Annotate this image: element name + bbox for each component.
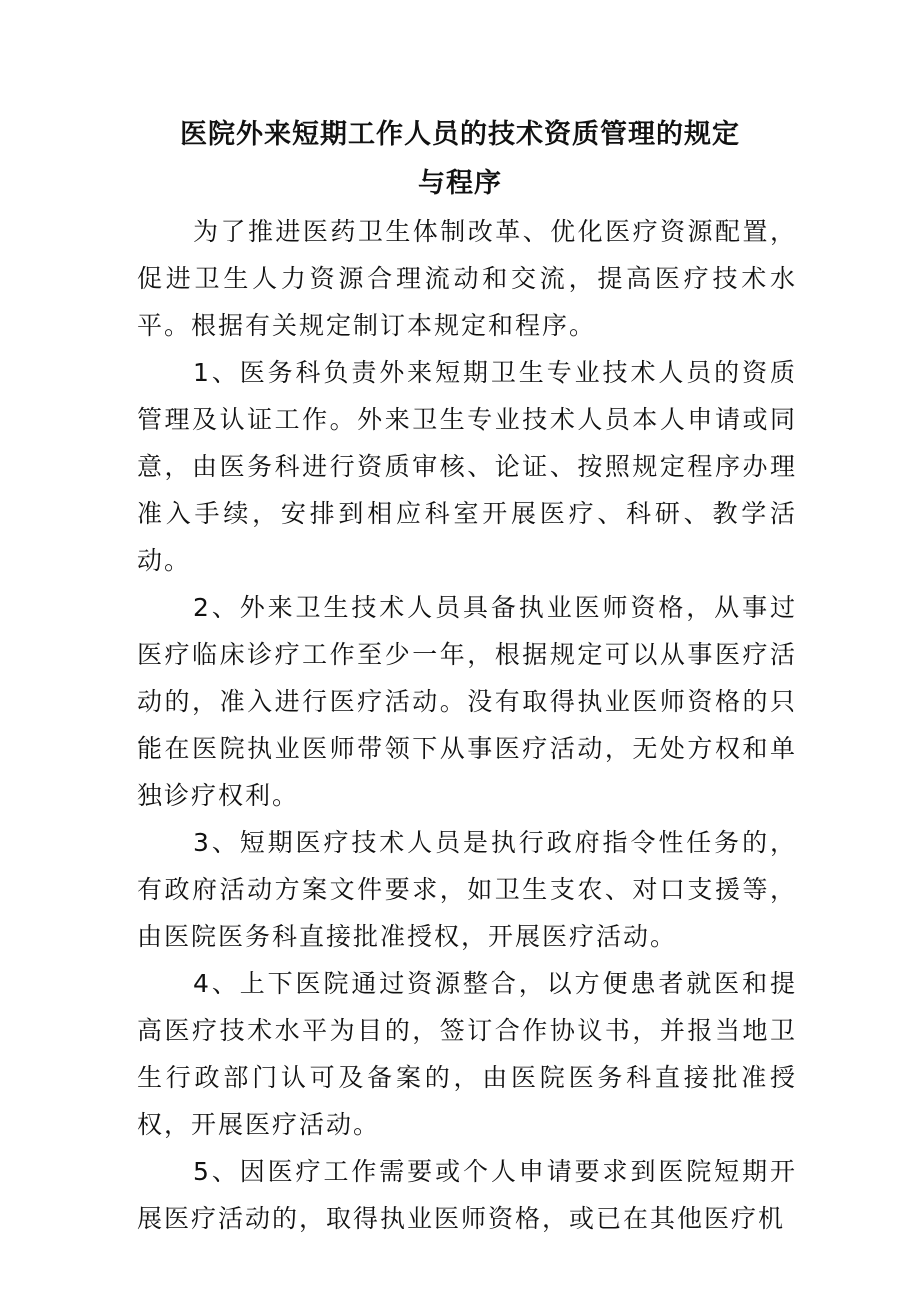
paragraph-item-5: 5、因医疗工作需要或个人申请要求到医院短期开展医疗活动的，取得执业医师资格，或已在其他医疗机	[137, 1157, 797, 1233]
document-title-line-2: 与程序	[418, 168, 502, 199]
paragraph-item-4: 4、上下医院通过资源整合，以方便患者就医和提高医疗技术水平为目的，签订合作协议书，并报当地卫生行政部门认可及备案的，由医院医务科直接批准授权，开展医疗活动。	[137, 969, 797, 1139]
paragraph-item-2: 2、外来卫生技术人员具备执业医师资格，从事过医疗临床诊疗工作至少一年，根据规定可以从事医疗活动的，准入进行医疗活动。没有取得执业医师资格的只能在医院执业医师带领下从事医疗活动，无处方权和单独诊疗权利。	[137, 593, 797, 810]
document-title-line-1: 医院外来短期工作人员的技术资质管理的规定	[180, 119, 740, 150]
paragraph-intro: 为了推进医药卫生体制改革、优化医疗资源配置，促进卫生人力资源合理流动和交流，提高医疗技术水平。根据有关规定制订本规定和程序。	[137, 217, 797, 340]
paragraph-item-1: 1、医务科负责外来短期卫生专业技术人员的资质管理及认证工作。外来卫生专业技术人员本人申请或同意，由医务科进行资质审核、论证、按照规定程序办理准入手续，安排到相应科室开展医疗、科研、教学活动。	[137, 358, 797, 575]
paragraph-item-3: 3、短期医疗技术人员是执行政府指令性任务的，有政府活动方案文件要求，如卫生支农、对口支援等，由医院医务科直接批准授权，开展医疗活动。	[137, 828, 797, 951]
document-body	[137, 208, 797, 1242]
